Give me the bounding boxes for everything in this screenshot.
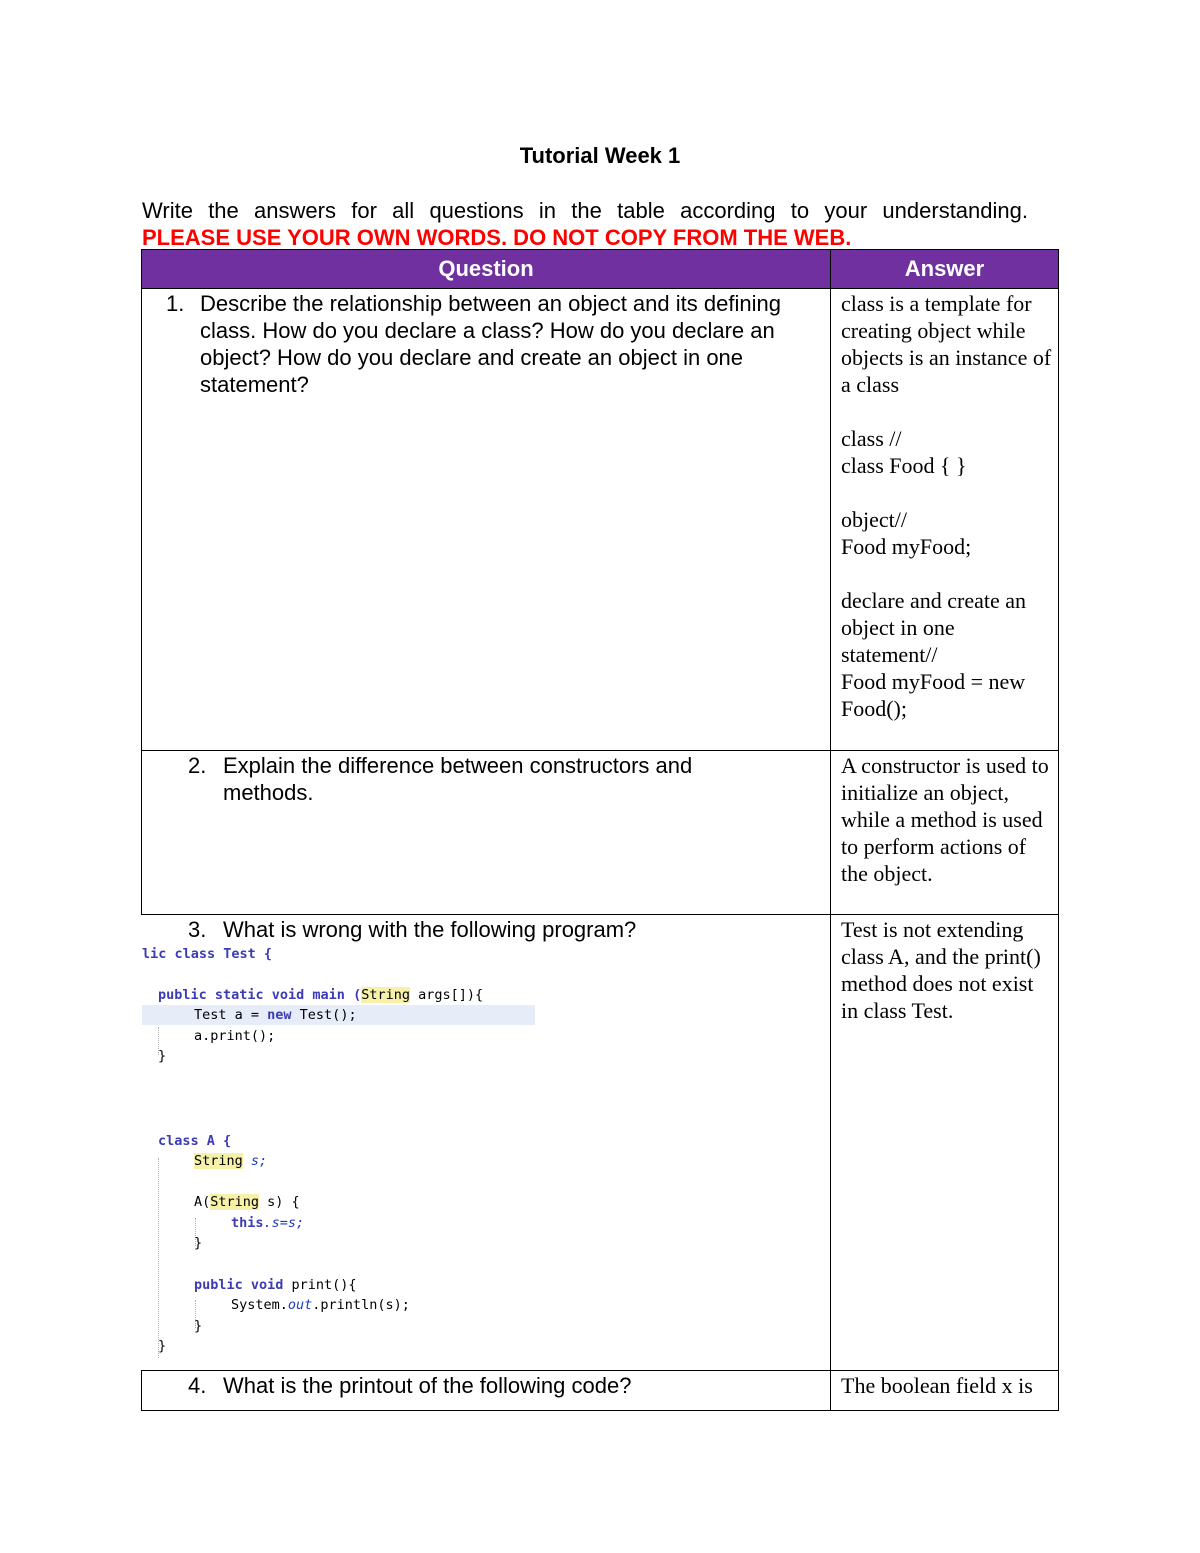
answer-cell (831, 1371, 1059, 1411)
answer-cell (831, 751, 1059, 915)
answer-text: A constructor is used to initialize an object, while a method is used to perform actions of the object. (841, 753, 1049, 886)
answer-text: Test is not extending class A, and the print() method does not exist in class Test. (841, 917, 1041, 1023)
question-cell (142, 289, 831, 751)
code-line: A(String s) { (194, 1194, 300, 1210)
code-line: Test a = new Test(); (194, 1007, 357, 1023)
warning-note: PLEASE USE YOUR OWN WORDS. DO NOT COPY FROM THE WEB. (142, 225, 852, 250)
table-row (142, 915, 1059, 1371)
question-cell (142, 751, 831, 915)
code-line: public static void main (String args[]){ (158, 987, 484, 1003)
code-line: System.out.println(s); (231, 1297, 410, 1313)
question-text: What is the printout of the following code? (223, 1373, 632, 1398)
code-line: lic class Test { (142, 946, 273, 962)
qa-table (141, 249, 1059, 1411)
code-line: a.print(); (194, 1028, 276, 1044)
code-snippet (142, 943, 562, 1363)
code-line: } (194, 1235, 203, 1251)
question-text: What is wrong with the following program? (223, 917, 637, 942)
code-line: } (158, 1048, 167, 1064)
code-line: class A { (158, 1133, 232, 1149)
table-row (142, 751, 1059, 915)
page-title: Tutorial Week 1 (519, 143, 681, 168)
table-row (142, 289, 1059, 751)
question-cell (142, 915, 831, 1371)
answer-cell (831, 915, 1059, 1371)
question-header: Question (142, 250, 831, 289)
answer-cell (831, 289, 1059, 751)
question-number: 1. (166, 291, 185, 316)
answer-header: Answer (831, 250, 1059, 289)
question-number: 4. (188, 1373, 207, 1398)
answer-text: class is a template for creating object while objects is an instance of a class class // class Food { } object// Food myFood; declare and create an object in one statement// Food myFood = new Food(); (841, 291, 1052, 721)
question-number: 2. (188, 753, 207, 778)
question-number: 3. (188, 917, 207, 942)
code-line: String s; (194, 1153, 268, 1169)
code-line: public void print(){ (194, 1277, 357, 1293)
code-line: this.s=s; (231, 1215, 305, 1231)
table-row (142, 1371, 1059, 1411)
instructions: Write the answers for all questions in the table according to your understanding. (142, 198, 1028, 223)
code-guide (158, 1158, 159, 1358)
question-text: Explain the difference between constructors and methods. (223, 753, 693, 805)
table-header-row (142, 250, 1059, 289)
question-text: Describe the relationship between an object and its defining class. How do you declare a class? How do you declare an object? How do you declare and create an object in one statement? (200, 291, 781, 397)
question-cell (142, 1371, 831, 1411)
code-line: } (158, 1338, 167, 1354)
code-line: } (194, 1318, 203, 1334)
answer-text: The boolean field x is (841, 1373, 1033, 1398)
